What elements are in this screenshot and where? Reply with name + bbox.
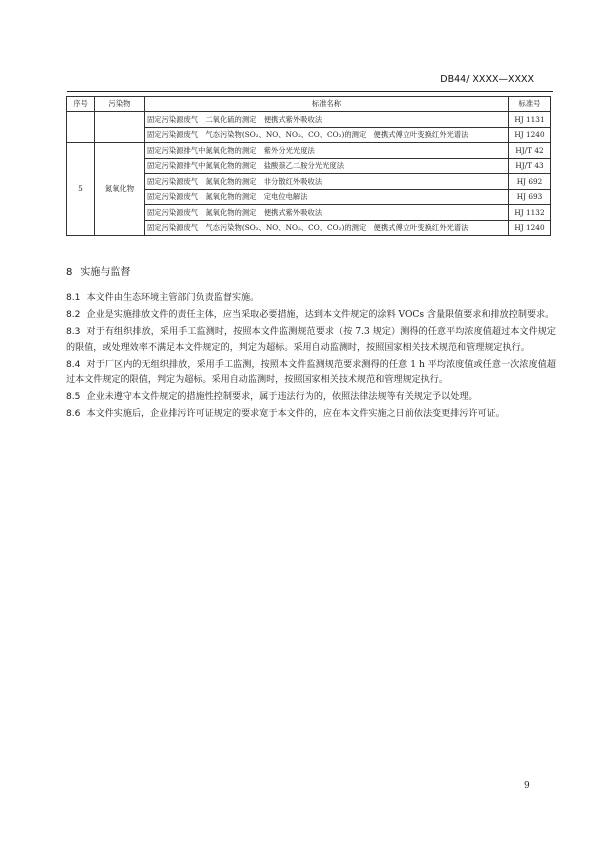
col-header-standard-code: 标准号: [509, 97, 551, 112]
clause-number: 8.5: [66, 392, 81, 403]
col-header-no: 序号: [67, 97, 95, 112]
standard-name-cell: 固定污染源废气 氮氧化物的测定 非分散红外吸收法: [145, 174, 509, 190]
col-header-pollutant: 污染物: [95, 97, 145, 112]
clause-8-5: [66, 390, 556, 405]
page-number: 9: [524, 781, 530, 791]
clause-8-1: [66, 291, 556, 306]
table-row: [67, 112, 551, 128]
prev-group-pollutant-cell: [95, 112, 145, 143]
standard-code-cell: HJ 693: [509, 189, 551, 205]
group-no-cell: 5: [67, 143, 95, 236]
section-title: 实施与监督: [80, 267, 131, 278]
table-row: [67, 143, 551, 159]
header-rule: [67, 91, 553, 92]
standard-name-cell: 固定污染源排气中氮氧化物的测定 紫外分光光度法: [145, 143, 509, 159]
clause-text: 企业是实施排放文件的责任主体，应当采取必要措施，达到本文件规定的涂料 VOCs 含量限值要求和排放控制要求。: [86, 310, 555, 321]
standard-code-cell: HJ 1240: [509, 220, 551, 236]
clause-number: 8.2: [66, 310, 81, 321]
standard-code-cell: HJ 1131: [509, 112, 551, 128]
col-header-standard-name: 标准名称: [145, 97, 509, 112]
clause-8-4: [66, 358, 556, 388]
clause-number: 8.4: [66, 359, 81, 370]
clause-number: 8.6: [66, 409, 81, 420]
table-header-row: [67, 97, 551, 112]
standard-name-cell: 固定污染源废气 氮氧化物的测定 便携式紫外吸收法: [145, 205, 509, 221]
section-body: [66, 291, 556, 425]
clause-text: 对于厂区内的无组织排放，采用手工监测，按照本文件监测规范要求测得的任意 1 h 平均浓度值或任意一次浓度值超过本文件规定的限值，判定为超标。采用自动监测时，按照国家相关技术规范和管理规定执行。: [66, 359, 556, 386]
document-code: DB44/ XXXX—XXXX: [440, 74, 534, 85]
group-pollutant-cell: 氮氧化物: [95, 143, 145, 236]
clause-text: 本文件由生态环境主管部门负责监督实施。: [86, 293, 260, 303]
clause-8-6: [66, 407, 556, 422]
clause-text: 本文件实施后，企业排污许可证规定的要求宽于本文件的，应在本文件实施之日前依法变更排污许可证。: [86, 409, 505, 420]
standard-name-cell: 固定污染源废气 氮氧化物的测定 定电位电解法: [145, 189, 509, 205]
clause-number: 8.3: [66, 327, 81, 338]
standard-code-cell: HJ 1132: [509, 205, 551, 221]
standard-code-cell: HJ/T 42: [509, 143, 551, 159]
clause-text: 企业未遵守本文件规定的措施性控制要求，属于违法行为的，依照法律法规等有关规定予以处理。: [86, 392, 478, 403]
section-heading: [66, 263, 130, 278]
clause-8-2: [66, 308, 556, 323]
standards-table: [66, 96, 551, 236]
prev-group-no-cell: [67, 112, 95, 143]
standard-code-cell: HJ 692: [509, 174, 551, 190]
standard-name-cell: 固定污染源废气 气态污染物(SO₂、NO、NO₂、CO、CO₂)的测定 便携式傅立叶变换红外光谱法: [145, 220, 509, 236]
section-number: 8: [66, 267, 73, 278]
clause-text: 对于有组织排放，采用手工监测时，按照本文件监测规范要求（按 7.3 规定）测得的任意平均浓度值超过本文件规定的限值，或处理效率不满足本文件规定的，判定为超标。采用自动监测时，按照国家相关技术规范和管理规定执行。: [66, 327, 556, 353]
standard-code-cell: HJ/T 43: [509, 158, 551, 174]
standard-name-cell: 固定污染源废气 气态污染物(SO₂、NO、NO₂、CO、CO₂)的测定 便携式傅立叶变换红外光谱法: [145, 127, 509, 143]
standard-name-cell: 固定污染源废气 二氧化硫的测定 便携式紫外吸收法: [145, 112, 509, 128]
clause-number: 8.1: [66, 293, 81, 303]
clause-8-3: [66, 325, 556, 355]
standard-code-cell: HJ 1240: [509, 127, 551, 143]
standard-name-cell: 固定污染源排气中氮氧化物的测定 盐酸萘乙二胺分光光度法: [145, 158, 509, 174]
